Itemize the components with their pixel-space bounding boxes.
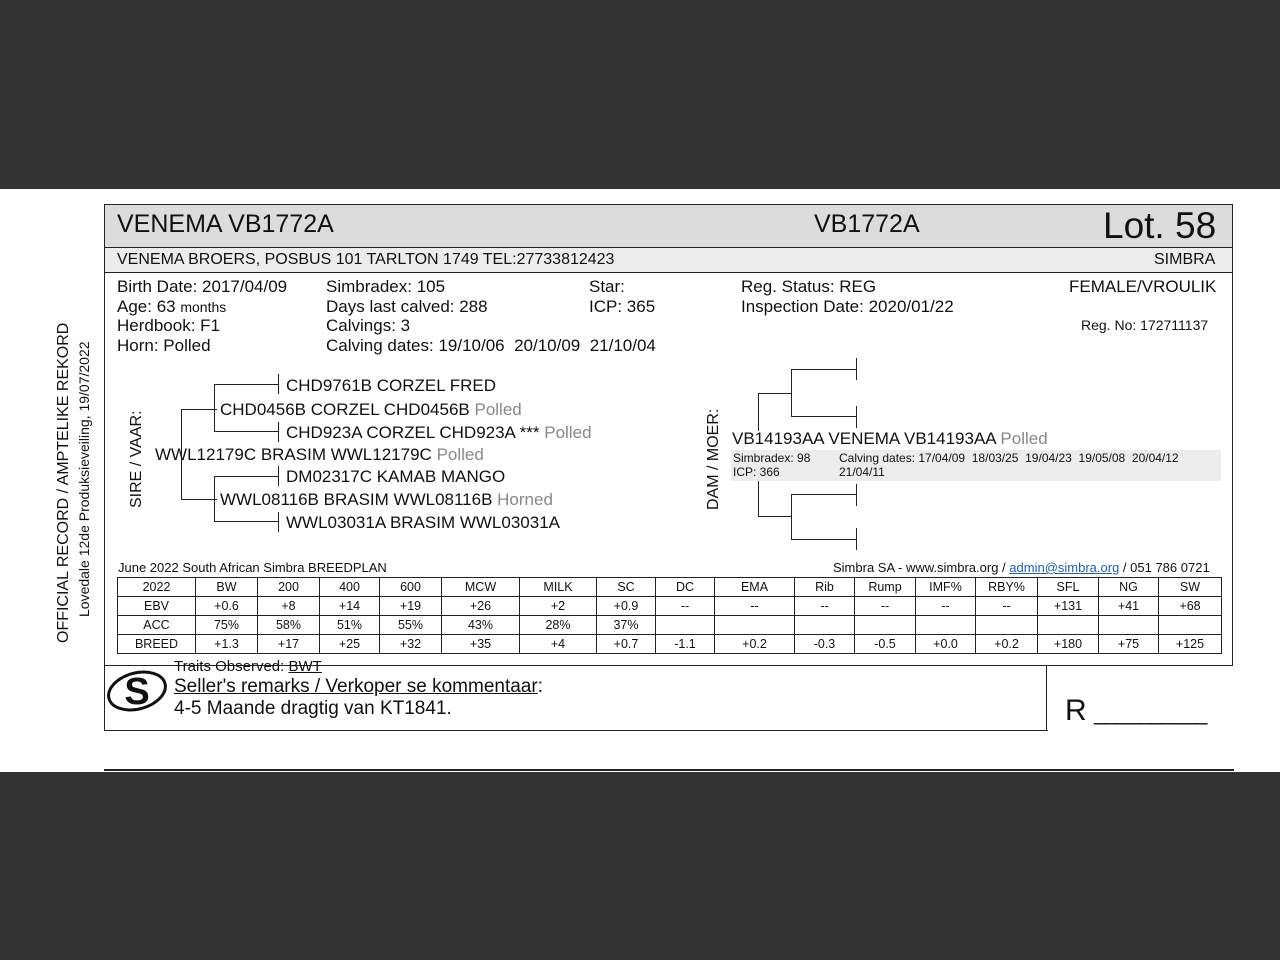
ebv-cell: 58% xyxy=(258,616,320,635)
sex: FEMALE/VROULIK xyxy=(1069,277,1217,296)
owner-address: VENEMA BROERS, POSBUS 101 TARLTON 1749 TEL:27733812423 xyxy=(117,251,615,268)
ebv-cell: +0.0 xyxy=(916,635,976,654)
ebv-cell: -- xyxy=(976,597,1038,616)
ebv-cell: Rib xyxy=(795,578,855,597)
ebv-cell: +0.2 xyxy=(715,635,795,654)
birth-date: Birth Date: 2017/04/09 xyxy=(117,277,288,296)
reg-status: Reg. Status: REG xyxy=(741,277,877,296)
dam-calving-dates-2: 21/04/11 xyxy=(839,465,885,479)
ebv-row-label: ACC xyxy=(118,616,196,635)
simbradex: Simbradex: 105 xyxy=(326,277,446,296)
ebv-cell: DC xyxy=(656,578,715,597)
ebv-cell: 75% xyxy=(196,616,258,635)
ebv-cell: NG xyxy=(1099,578,1159,597)
sire-sire-sire: CHD9761B CORZEL FRED xyxy=(286,376,497,395)
ebv-cell: 43% xyxy=(442,616,520,635)
ebv-cell xyxy=(976,616,1038,635)
ebv-cell: RBY% xyxy=(976,578,1038,597)
ebv-cell: +180 xyxy=(1038,635,1099,654)
ebv-cell: +1.3 xyxy=(196,635,258,654)
ebv-cell: -- xyxy=(715,597,795,616)
ebv-cell: -0.5 xyxy=(855,635,916,654)
ebv-cell: +131 xyxy=(1038,597,1099,616)
ebv-row xyxy=(118,616,1222,635)
ebv-cell: +75 xyxy=(1099,635,1159,654)
ebv-cell: Rump xyxy=(855,578,916,597)
ebv-cell: BW xyxy=(196,578,258,597)
ebv-cell: +19 xyxy=(380,597,442,616)
remarks-heading: Seller's remarks / Verkoper se kommentaar: xyxy=(174,676,543,697)
dam-lower-bracket xyxy=(758,481,759,517)
sire-dam: WWL08116B BRASIM WWL08116B Horned xyxy=(220,490,553,509)
icp: ICP: 365 xyxy=(589,297,656,316)
ebv-cell: -0.3 xyxy=(795,635,855,654)
horn-status: Horn: Polled xyxy=(117,336,211,355)
price-label: R xyxy=(1065,694,1087,727)
ebv-cell: EMA xyxy=(715,578,795,597)
calvings: Calvings: 3 xyxy=(326,316,411,335)
ebv-table xyxy=(117,577,1222,654)
ebv-cell: +25 xyxy=(320,635,380,654)
remarks-text: 4-5 Maande dragtig van KT1841. xyxy=(174,698,452,719)
sire-dam-bracket xyxy=(214,476,215,522)
simbra-logo-icon xyxy=(106,662,168,720)
ebv-cell: 51% xyxy=(320,616,380,635)
ebv-cell: +17 xyxy=(258,635,320,654)
ebv-cell xyxy=(1159,616,1222,635)
ebv-cell: +0.2 xyxy=(976,635,1038,654)
ebv-cell: 200 xyxy=(258,578,320,597)
age: Age: 63 months xyxy=(117,297,227,316)
sire-label: SIRE / VAAR: xyxy=(128,410,145,508)
ebv-cell: +125 xyxy=(1159,635,1222,654)
auction-label: Lovedale 12de Produksieveiling, 19/07/2022 xyxy=(76,341,92,617)
ebv-cell: +41 xyxy=(1099,597,1159,616)
ebv-cell: -- xyxy=(916,597,976,616)
ebv-cell: +4 xyxy=(520,635,597,654)
herdbook: Herdbook: F1 xyxy=(117,316,220,335)
ebv-cell: +8 xyxy=(258,597,320,616)
ebv-cell: +35 xyxy=(442,635,520,654)
dam-label: DAM / MOER: xyxy=(705,408,722,510)
official-record-label: OFFICIAL RECORD / AMPTELIKE REKORD xyxy=(55,322,72,643)
ebv-cell: +32 xyxy=(380,635,442,654)
ebv-cell: IMF% xyxy=(916,578,976,597)
ebv-cell: 600 xyxy=(380,578,442,597)
ebv-cell: +14 xyxy=(320,597,380,616)
ebv-header-row xyxy=(118,578,1222,597)
ebv-cell: +68 xyxy=(1159,597,1222,616)
sire-sire-dam: CHD923A CORZEL CHD923A *** Polled xyxy=(286,423,592,442)
ebv-row xyxy=(118,635,1222,654)
dam-upper-bracket xyxy=(758,393,759,431)
ebv-cell xyxy=(795,616,855,635)
calving-dates: Calving dates: 19/10/06 20/10/09 21/10/04 xyxy=(326,336,656,355)
breedplan-contact: Simbra SA - www.simbra.org / admin@simbra.org / 051 786 0721 xyxy=(833,560,1210,575)
ebv-row-label: EBV xyxy=(118,597,196,616)
lot-number: Lot. 58 xyxy=(1103,205,1217,246)
ebv-cell: -- xyxy=(795,597,855,616)
ebv-cell: SW xyxy=(1159,578,1222,597)
animal-code: VB1772A xyxy=(814,210,920,238)
ebv-cell: SC xyxy=(597,578,656,597)
ebv-cell xyxy=(855,616,916,635)
ebv-cell xyxy=(656,616,715,635)
ebv-cell: 37% xyxy=(597,616,656,635)
ebv-row-label: 2022 xyxy=(118,578,196,597)
page-rule xyxy=(104,769,1234,771)
ebv-cell: MILK xyxy=(520,578,597,597)
star: Star: xyxy=(589,277,625,296)
ebv-cell: +0.6 xyxy=(196,597,258,616)
ebv-cell: +0.7 xyxy=(597,635,656,654)
sire-sire: CHD0456B CORZEL CHD0456B Polled xyxy=(220,400,522,419)
dam-calving-dates: Calving dates: 17/04/09 18/03/25 19/04/23 19/05/08 20/04/12 xyxy=(839,451,1179,465)
ebv-cell: -1.1 xyxy=(656,635,715,654)
ebv-cell: 28% xyxy=(520,616,597,635)
ebv-cell: -- xyxy=(656,597,715,616)
animal-name: VENEMA VB1772A xyxy=(117,210,334,238)
ebv-cell: -- xyxy=(855,597,916,616)
ebv-cell: 400 xyxy=(320,578,380,597)
breed-label: SIMBRA xyxy=(1154,251,1216,268)
ebv-cell: +0.9 xyxy=(597,597,656,616)
price-field[interactable]: __________ xyxy=(1094,700,1207,725)
ebv-cell: +26 xyxy=(442,597,520,616)
email-link[interactable]: admin@simbra.org xyxy=(1009,560,1120,575)
ebv-row xyxy=(118,597,1222,616)
ebv-row-label: BREED xyxy=(118,635,196,654)
reg-number: Reg. No: 172711137 xyxy=(1081,317,1209,333)
ebv-cell xyxy=(715,616,795,635)
logo-letter: S xyxy=(124,671,150,713)
inspection-date: Inspection Date: 2020/01/22 xyxy=(741,297,954,316)
ebv-cell: 55% xyxy=(380,616,442,635)
sire-name: WWL12179C BRASIM WWL12179C Polled xyxy=(155,445,484,464)
dam-name: VB14193AA VENEMA VB14193AA Polled xyxy=(732,429,1048,448)
sire-dam-dam: WWL03031A BRASIM WWL03031A xyxy=(286,513,561,532)
dam-simbradex: Simbradex: 98 xyxy=(733,451,811,465)
sire-dam-sire: DM02317C KAMAB MANGO xyxy=(286,467,506,486)
ebv-cell xyxy=(1099,616,1159,635)
ebv-cell xyxy=(1038,616,1099,635)
traits-observed: Traits Observed: BWT xyxy=(174,658,322,675)
ebv-cell: +2 xyxy=(520,597,597,616)
dam-icp: ICP: 366 xyxy=(733,465,780,479)
ebv-cell: MCW xyxy=(442,578,520,597)
ebv-cell: SFL xyxy=(1038,578,1099,597)
ebv-cell xyxy=(916,616,976,635)
days-last-calved: Days last calved: 288 xyxy=(326,297,488,316)
breedplan-title: June 2022 South African Simbra BREEDPLAN xyxy=(118,560,387,575)
sire-sire-bracket xyxy=(214,384,215,432)
